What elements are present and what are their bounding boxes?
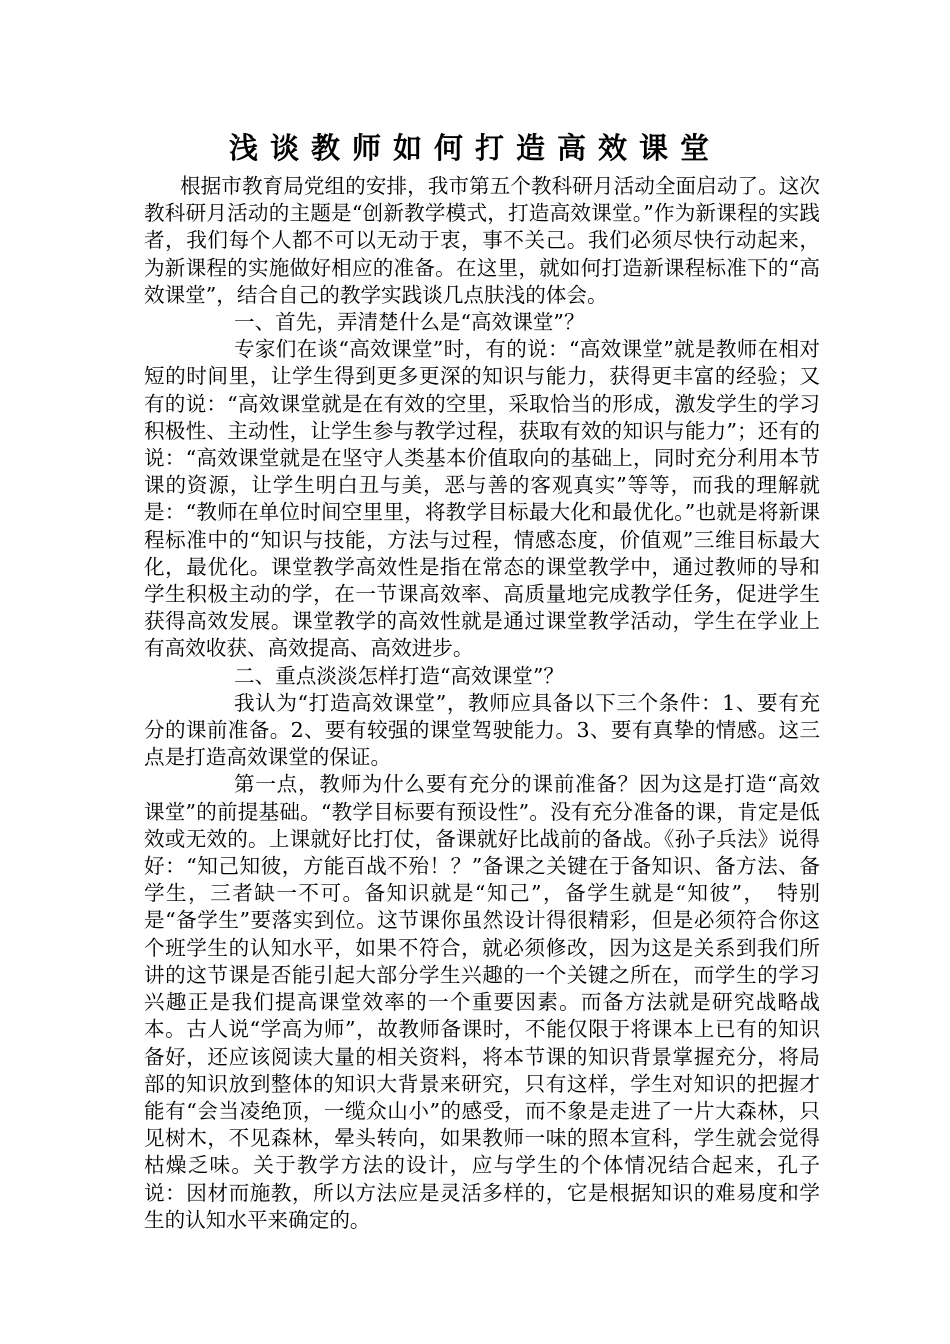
section-heading-1: 一、首先，弄清楚什么是“高效课堂”？	[234, 310, 585, 335]
section-heading-2: 二、重点淡淡怎样打造“高效课堂”？	[234, 663, 564, 688]
paragraph-definition: 专家们在谈“高效课堂”时，有的说：“高效课堂”就是教师在相对短的时间里，让学生得到更多更深的知识与能力，获得更丰富的经验；又有的说：“高效课堂就是在有效的空里，采取恰当的形成，激发学生的学习积极性、主动性，让学生参与教学过程，获取有效的知识与能力”；还有的说：“高效课堂就是在坚守人类基本价值取向的基础上，同时充分利用本节课的资源，让学生明白丑与美，恶与善的客观真实”等等，而我的理解就是：“教师在单位时间空里里，将教学目标最大化和最优化。”也就是将新课程标准中的“知识与技能，方法与过程，情感态度，价值观”三维目标最大化，最优化。课堂教学高效性是指在常态的课堂教学中，通过教师的导和学生积极主动的学，在一节课高效率、高质量地完成教学任务，促进学生获得高效发展。课堂教学的高效性就是通过课堂教学活动，学生在学业上有高效收获、高效提高、高效进步。	[144, 337, 820, 661]
paragraph-preparation: 第一点，教师为什么要有充分的课前准备？因为这是打造“高效课堂”的前提基础。“教学目标要有预设性”。没有充分准备的课，肯定是低效或无效的。上课就好比打仗，备课就好比战前的备战。《孙子兵法》说得好：“知己知彼，方能百战不殆！？”备课之关键在于备知识、备方法、备学生，三者缺一不可。备知识就是“知己”，备学生就是“知彼”， 特别是“备学生”要落实到位。这节课你虽然设计得很精彩，但是必须符合你这个班学生的认知水平，如果不符合，就必须修改，因为这是关系到我们所讲的这节课是否能引起大部分学生兴趣的一个关键之所在，而学生的学习兴趣正是我们提高课堂效率的一个重要因素。而备方法就是研究战略战本。古人说“学高为师”，故教师备课时，不能仅限于将课本上已有的知识备好，还应该阅读大量的相关资料，将本节课的知识背景掌握充分，将局部的知识放到整体的知识大背景来研究，只有这样，学生对知识的把握才能有“会当凌绝顶，一缆众山小”的感受，而不象是走进了一片大森林，只见树木，不见森林，晕头转向，如果教师一味的照本宣科，学生就会觉得枯燥乏味。关于教学方法的设计，应与学生的个体情况结合起来，孔子说：因材而施教，所以方法应是灵活多样的，它是根据知识的难易度和学生的认知水平来确定的。	[144, 772, 820, 1232]
paragraph-intro: 根据市教育局党组的安排，我市第五个教科研月活动全面启动了。这次教科研月活动的主题是“创新教学模式，打造高效课堂。”作为新课程的实践者，我们每个人都不可以无动于衷，事不关己。我们必须尽快行动起来，为新课程的实施做好相应的准备。在这里，就如何打造新课程标准下的“高效课堂”，结合自己的教学实践谈几点肤浅的体会。	[144, 174, 820, 307]
document-title: 浅谈教师如何打造高效课堂	[228, 131, 721, 165]
paragraph-conditions: 我认为“打造高效课堂”，教师应具备以下三个条件：1、要有充分的课前准备。2、要有较强的课堂驾驶能力。3、要有真挚的情感。这三点是打造高效课堂的保证。	[144, 690, 820, 770]
document-body	[144, 173, 820, 1234]
